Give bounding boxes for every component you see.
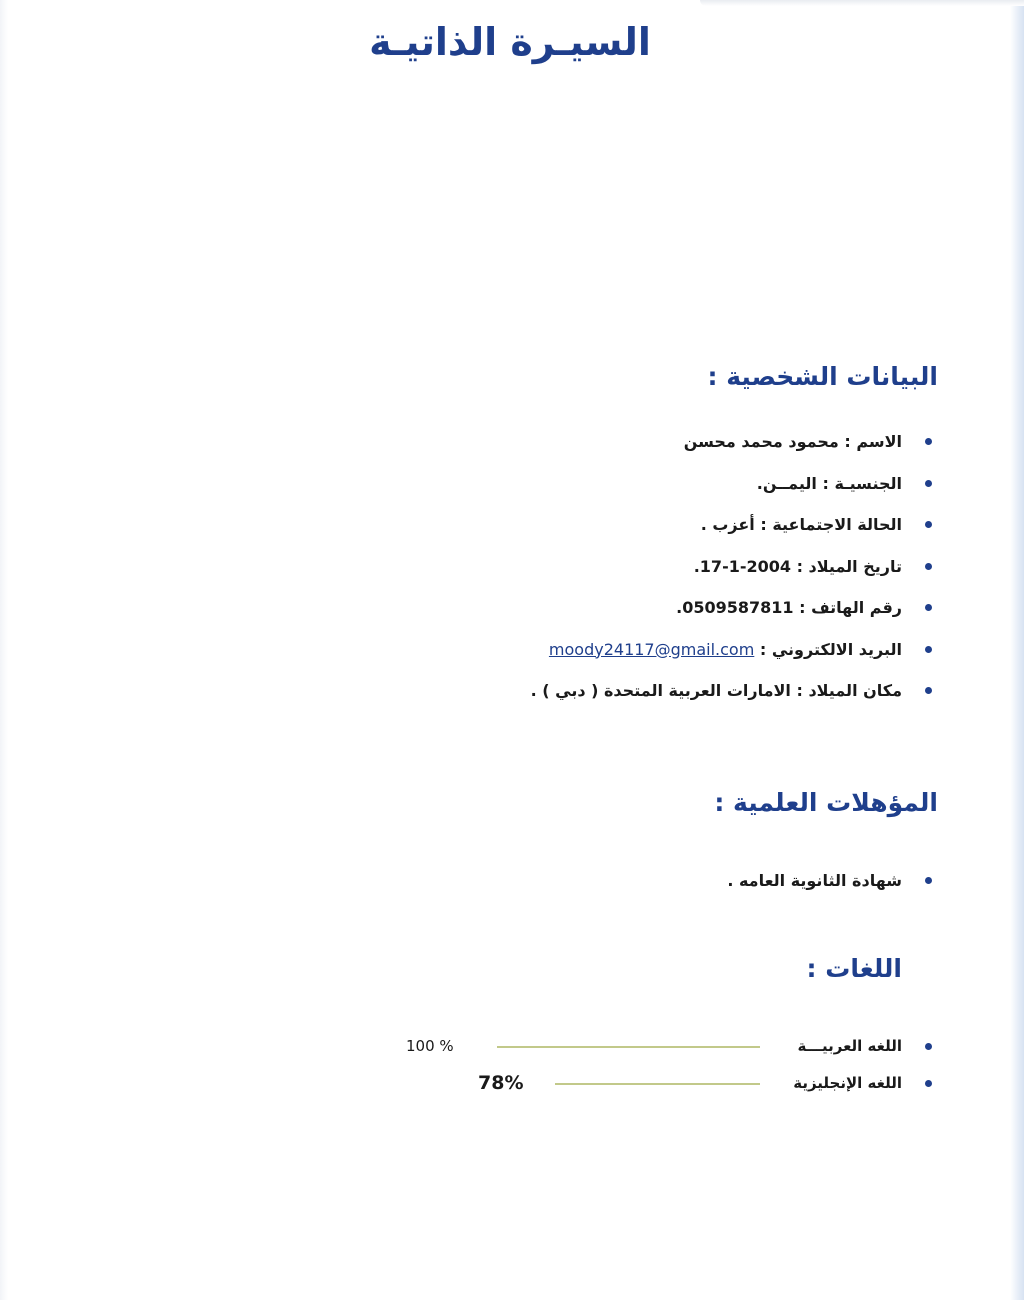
bullet-icon — [925, 521, 932, 528]
qualification-item — [727, 866, 938, 908]
personal-item-email — [531, 635, 938, 677]
personal-item-marital-status — [531, 510, 938, 552]
language-percent: 78% — [478, 1072, 524, 1094]
personal-info-list — [531, 427, 938, 718]
scan-edge-right — [1010, 0, 1024, 1300]
bullet-icon — [925, 877, 932, 884]
language-percent: 100 % — [406, 1037, 454, 1055]
personal-item-name — [531, 427, 938, 469]
email-link[interactable]: moody24117@gmail.com — [548, 639, 755, 659]
personal-item-text: الجنسيـة : اليمــن. — [756, 473, 902, 493]
language-label — [793, 1068, 938, 1098]
personal-item-birth-date — [531, 552, 938, 594]
languages-heading: اللغات : — [806, 954, 902, 983]
personal-item-text: رقم الهاتف : 0509587811. — [676, 598, 902, 617]
language-name: اللغه الإنجليزية — [793, 1074, 902, 1092]
language-row-arabic — [0, 1031, 1024, 1061]
personal-item-nationality — [531, 469, 938, 511]
qualification-text: شهادة الثانوية العامه . — [727, 871, 902, 890]
qualifications-heading: المؤهلات العلمية : — [714, 788, 938, 817]
language-level-fill — [497, 1046, 760, 1048]
bullet-icon — [925, 480, 932, 487]
personal-info-heading: البيانات الشخصية : — [707, 362, 938, 391]
language-row-english — [0, 1068, 1024, 1098]
bullet-icon — [925, 1080, 932, 1087]
bullet-icon — [925, 604, 932, 611]
scan-top-shadow — [700, 0, 1024, 6]
language-name: اللغه العربيـــة — [797, 1037, 902, 1055]
bullet-icon — [925, 563, 932, 570]
bullet-icon — [925, 1043, 932, 1050]
language-level-bar — [497, 1083, 760, 1085]
personal-item-text: مكان الميلاد : الامارات العربية المتحدة ( دبي ) . — [530, 681, 902, 700]
language-level-bar — [497, 1046, 760, 1048]
bullet-icon — [925, 687, 932, 694]
language-label — [798, 1031, 939, 1061]
personal-item-text: الاسم : محمود محمد محسن — [683, 432, 902, 451]
personal-item-email-label: البريد الالكتروني : — [759, 639, 902, 659]
personal-item-birth-place — [531, 676, 938, 718]
document-title: السيـرة الذاتيـة — [369, 20, 651, 64]
bullet-icon — [925, 646, 932, 653]
personal-item-phone — [531, 593, 938, 635]
personal-item-text: تاريخ الميلاد : 2004-1-17. — [693, 556, 902, 576]
bullet-icon — [925, 438, 932, 445]
scan-edge-left — [0, 0, 8, 1300]
language-level-fill — [555, 1083, 760, 1085]
qualifications-list — [727, 866, 938, 908]
personal-item-text: الحالة الاجتماعية : أعزب . — [700, 515, 902, 534]
